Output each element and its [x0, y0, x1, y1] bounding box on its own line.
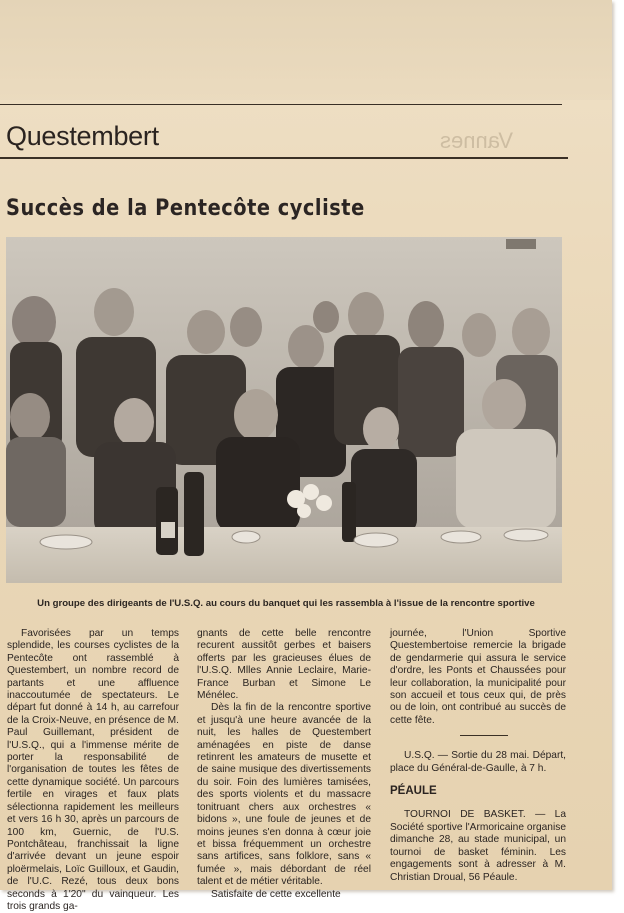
section-rule [0, 157, 568, 159]
article-column-3 [390, 628, 566, 884]
banquet-photo [6, 237, 562, 583]
paragraph: journée, l'Union Sportive Questembertoise remercie la brigade de gendarmerie qui assura le service d'ordre, les Ponts et Chaussées pour leur collaboration, la municipalité pour son accueil et tous ceux qui, de près ou de loin, ont contribué au succès de cette fête. [390, 628, 566, 726]
separator [460, 735, 508, 736]
article-column-1 [7, 628, 179, 913]
article-column-2 [197, 628, 371, 901]
paper-fold-shading [0, 0, 612, 100]
paragraph: gnants de cette belle rencontre recurent aussitôt gerbes et baisers offerts par les gracieuses élues de l'U.S.Q. Mlles Annie Leclaire, Marie-France Burban et Simone Le Ménélec. [197, 628, 371, 702]
paragraph: Dès la fin de la rencontre sportive et jusqu'à une heure avancée de la nuit, les halles de Questembert aménagées en piste de danse retinrent les amateurs de musette et de saine musique des divertissements du soir. Foin des lumières tamisées, des sports violents et du massacre tonitruant chers aux orchestres « bidons », une foule de jeunes et de moins jeunes s'en donna à cœur joie et bissa fréquemment un orchestre sans artifices, sans folklore, sans « fumée », mais débordant de réel talent et de métier véritable. [197, 702, 371, 888]
top-rule [0, 104, 562, 105]
photo-caption: Un groupe des dirigeants de l'U.S.Q. au cours du banquet qui les rassembla à l'issue de la rencontre sportive [37, 598, 535, 609]
announcement: U.S.Q. — Sortie du 28 mai. Départ, place du Général-de-Gaulle, à 7 h. [390, 750, 566, 774]
paragraph: Satisfaite de cette excellente [211, 888, 341, 900]
paragraph: Favorisées par un temps splendide, les courses cyclistes de la Pentecôte ont rassemblé à Questembert, un nombre record de partants et une affluence inaccoutumée de spectateurs. Le départ fut donné à 14 h, au carrefour de la Croix-Neuve, en présence de M. Paul Guillemant, président de l'U.S.Q., qui a l'immense mérite de porter la responsabilité de l'organisation de toutes les fêtes de cette dynamique société. Un parcours fertile en virages et faux plats sélectionna rapidement les meilleurs et vers 16 h 30, après un parcours de 100 km, Guernic, de l'U.S. Pontchâteau, franchissait la ligne d'arrivée devant un jeune espoir ploërmelais, Loïc Guilloux, et Gaudin, de l'U.C. Rezé, tous deux bons seconds à 1'20" du vainqueur. Les trois grands ga- [7, 628, 179, 912]
section-subhead: PÉAULE [390, 785, 437, 798]
article-headline: Succès de la Pentecôte cycliste [6, 196, 365, 221]
bleed-through-text: Vannes [440, 128, 513, 153]
section-title: Questembert [6, 121, 159, 151]
announcement: TOURNOI DE BASKET. — La Société sportive l'Armoricaine organise dimanche 28, au stade municipal, un tournoi de basket féminin. Les engagements sont à adresser à M. Christian Droual, 56 Péaule. [390, 809, 566, 883]
